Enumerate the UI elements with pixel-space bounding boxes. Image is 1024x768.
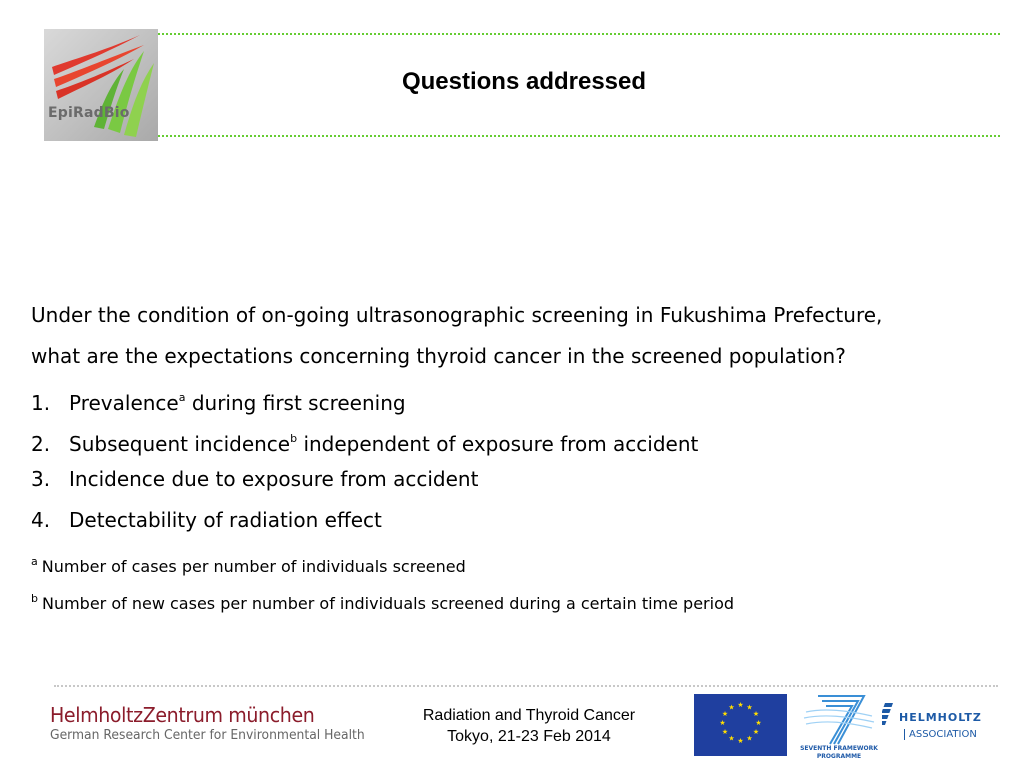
fp7-text — [798, 745, 880, 761]
svg-text:★: ★ — [752, 728, 760, 736]
intro-line-1: Under the condition of on-going ultrasonographic screening in Fukushima Prefecture, — [31, 303, 883, 327]
list-item-text: Detectability of radiation effect — [69, 508, 382, 532]
svg-text:★: ★ — [746, 734, 753, 743]
epiradbio-logo — [44, 29, 158, 141]
fp7-seven-icon — [798, 692, 880, 746]
list-item-text: Incidence due to exposure from accident — [69, 467, 479, 491]
event-title: Radiation and Thyroid Cancer — [422, 707, 636, 724]
list-item — [31, 382, 1016, 423]
footnote-text: Number of new cases per number of individuals screened during a certain time period — [41, 594, 735, 613]
list-item-number: 1. — [31, 391, 51, 415]
svg-text:★: ★ — [755, 719, 762, 727]
helmholtz-association-text: ASSOCIATION — [904, 729, 977, 740]
footnote-marker: a — [31, 555, 38, 568]
footnote-a — [31, 546, 1016, 583]
list-item-text: Subsequent incidence — [69, 432, 291, 456]
svg-text:★: ★ — [721, 728, 729, 736]
svg-text:★: ★ — [728, 734, 735, 743]
list-item-number: 3. — [31, 467, 51, 491]
eu-flag-icon — [694, 694, 787, 756]
list-item-text: Prevalence — [69, 391, 179, 415]
footnote-marker: a — [178, 391, 186, 404]
list-item-text-cont: independent of exposure from accident — [297, 432, 699, 456]
svg-text:★: ★ — [728, 703, 735, 712]
helmholtz-name: HELMHOLTZ — [899, 711, 982, 724]
eu-stars-icon — [694, 694, 787, 756]
svg-text:★: ★ — [737, 737, 744, 745]
svg-text:★: ★ — [737, 701, 744, 709]
list-item-number: 2. — [31, 432, 51, 456]
list-item-number: 4. — [31, 508, 51, 532]
svg-text:★: ★ — [719, 719, 726, 727]
footnote-marker: b — [290, 432, 298, 445]
helmholtz-zentrum-logo — [50, 703, 381, 744]
epiradbio-swoosh-icon — [44, 29, 158, 141]
svg-text:★: ★ — [746, 703, 753, 712]
svg-text:★: ★ — [752, 710, 760, 718]
footer-divider — [54, 685, 998, 687]
intro-line-2: what are the expectations concerning thyroid cancer in the screened population? — [31, 344, 846, 368]
footnote-text: Number of cases per number of individuals screened — [41, 557, 466, 576]
fp7-line-2: PROGRAMME — [816, 753, 862, 760]
list-item-text-cont: during first screening — [185, 391, 406, 415]
slide-body — [31, 300, 1016, 620]
list-item — [31, 423, 1016, 464]
footnote-marker: b — [31, 592, 38, 605]
event-location-date: Tokyo, 21-23 Feb 2014 — [447, 728, 611, 745]
slide-title: Questions addressed — [401, 68, 647, 95]
footnote-b — [31, 583, 1016, 620]
list-item — [31, 464, 1016, 505]
helmholtz-bars-icon — [882, 703, 896, 725]
epiradbio-logo-text: EpiRadBio — [48, 105, 130, 121]
list-item — [31, 505, 1016, 546]
svg-text:★: ★ — [721, 710, 729, 718]
header-divider-top — [158, 33, 1000, 35]
hmgu-subtitle: German Research Center for Environmental Health — [50, 728, 365, 743]
event-info — [390, 705, 668, 747]
header-divider-bottom — [158, 135, 1000, 137]
hmgu-name: HelmholtzZentrum münchen — [50, 703, 315, 727]
fp7-line-1: SEVENTH FRAMEWORK — [800, 745, 878, 752]
